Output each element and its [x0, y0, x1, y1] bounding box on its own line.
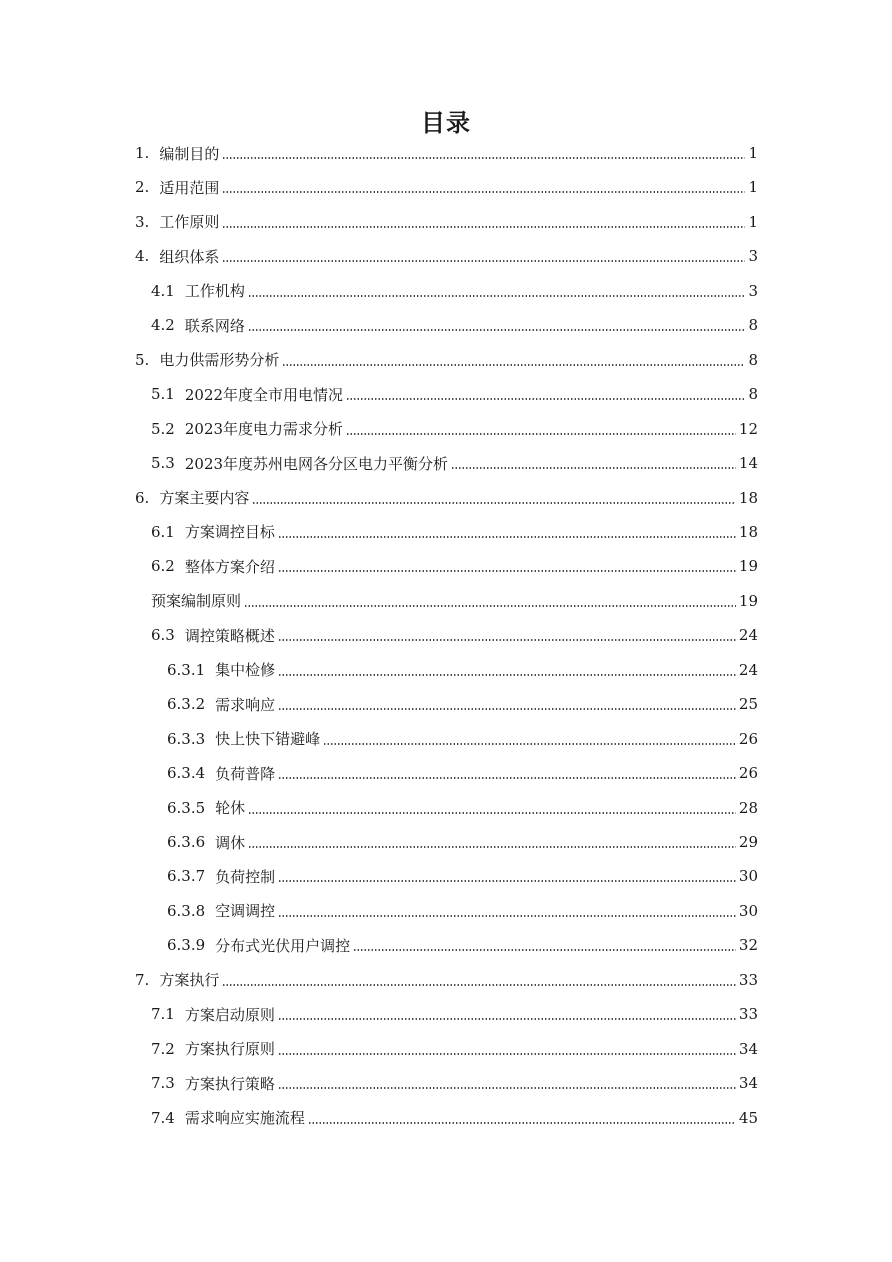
dot-leader [278, 1087, 736, 1089]
dot-leader [278, 674, 736, 676]
toc-entry-number: 6. [135, 488, 150, 507]
toc-entry-page-number: 19 [738, 591, 758, 610]
toc-entry-title: 方案启动原则 [184, 1005, 275, 1024]
toc-entry-page-number: 1 [748, 144, 758, 162]
toc-entry-page-number: 18 [738, 488, 758, 507]
toc-entry-title: 预案编制原则 [151, 592, 242, 611]
toc-entry[interactable] [135, 239, 758, 273]
toc-entry[interactable] [151, 308, 758, 342]
dot-leader [278, 1018, 736, 1020]
toc-entry[interactable] [167, 756, 758, 790]
toc-entry-page-number: 26 [738, 764, 758, 783]
toc-entry-title: 联系网络 [184, 316, 245, 335]
dot-leader [248, 812, 736, 814]
toc-entry[interactable] [167, 722, 758, 756]
toc-entry[interactable] [151, 618, 758, 652]
toc-entry-number: 6.3.2 [167, 695, 206, 714]
toc-entry[interactable] [151, 412, 758, 446]
dot-leader [278, 880, 736, 882]
dot-leader [451, 467, 736, 469]
toc-entry-number: 6.3 [151, 626, 175, 645]
toc-entry-title: 2022年度全市用电情况 [184, 385, 344, 404]
dot-leader [278, 1053, 736, 1055]
toc-entry-page-number: 34 [738, 1039, 758, 1058]
toc-entry[interactable] [135, 136, 758, 170]
toc-entry-title: 需求响应 [215, 695, 276, 714]
toc-entry-title: 方案调控目标 [184, 523, 275, 542]
toc-entry-title: 调休 [215, 833, 246, 852]
toc-entry-page-number: 33 [738, 970, 758, 989]
dot-leader [244, 605, 736, 607]
toc-entry-page-number: 3 [748, 281, 758, 300]
toc-entry-page-number: 30 [738, 901, 758, 920]
toc-entry[interactable] [167, 791, 758, 825]
toc-entry-number: 6.3.3 [167, 729, 206, 748]
dot-leader [308, 1122, 736, 1124]
toc-entry[interactable] [151, 997, 758, 1031]
toc-entry[interactable] [151, 549, 758, 583]
toc-entry-page-number: 24 [738, 660, 758, 679]
dot-leader [346, 398, 745, 400]
dot-leader [278, 777, 736, 779]
toc-entry-title: 方案主要内容 [159, 489, 250, 507]
toc-entry[interactable] [151, 446, 758, 480]
dot-leader [248, 846, 736, 848]
toc-entry-number: 4.2 [151, 316, 175, 335]
toc-entry[interactable] [135, 481, 758, 515]
dot-leader [278, 915, 736, 917]
toc-entry-title: 负荷普降 [215, 764, 276, 783]
toc-entry-number: 7.1 [151, 1005, 175, 1024]
toc-entry[interactable] [135, 343, 758, 377]
toc-entry[interactable] [151, 515, 758, 549]
toc-entry-title: 轮休 [215, 799, 246, 818]
dot-leader [278, 536, 736, 538]
toc-entry-number: 6.3.5 [167, 798, 206, 817]
dot-leader [222, 226, 745, 228]
toc-entry-page-number: 33 [738, 1005, 758, 1024]
toc-entry-title: 方案执行 [159, 971, 220, 990]
toc-entry-number: 6.2 [151, 557, 175, 576]
dot-leader [278, 708, 736, 710]
toc-entry-title: 整体方案介绍 [184, 557, 275, 576]
toc-entry-title: 调控策略概述 [184, 626, 275, 645]
toc-entry-page-number: 8 [748, 385, 758, 404]
toc-entry-title: 编制目的 [159, 144, 220, 163]
toc-entry-page-number: 30 [738, 867, 758, 886]
toc-entry-number: 6.1 [151, 522, 175, 541]
toc-entry[interactable] [167, 859, 758, 893]
toc-entry-page-number: 19 [738, 557, 758, 576]
toc-entry-title: 电力供需形势分析 [159, 351, 280, 370]
toc-entry-title: 组织体系 [159, 247, 220, 266]
toc-entry-page-number: 12 [738, 419, 758, 438]
toc-entry-number: 6.3.6 [167, 833, 206, 851]
toc-entry-title: 需求响应实施流程 [184, 1109, 305, 1128]
toc-entry-page-number: 26 [738, 729, 758, 748]
toc-entry-title: 分布式光伏用户调控 [215, 936, 351, 955]
toc-entry-title: 适用范围 [159, 178, 220, 197]
toc-entry-number: 5.2 [151, 419, 175, 438]
toc-entry-title: 2023年度电力需求分析 [184, 420, 344, 439]
dot-leader [252, 502, 736, 504]
dot-leader [282, 364, 745, 366]
toc-entry-page-number: 28 [738, 798, 758, 817]
toc-entry-title: 空调调控 [215, 902, 276, 921]
toc-entry-number: 6.3.9 [167, 936, 206, 955]
toc-entry-number: 7.2 [151, 1039, 175, 1058]
toc-entry-page-number: 24 [738, 626, 758, 645]
toc-entry-page-number: 29 [738, 833, 758, 851]
toc-entry-title: 2023年度苏州电网各分区电力平衡分析 [184, 454, 449, 473]
dot-leader [278, 570, 736, 572]
toc-entry[interactable] [151, 1032, 758, 1066]
toc-entry-number: 2. [135, 178, 150, 197]
toc-entry-page-number: 1 [748, 212, 758, 231]
dot-leader [222, 984, 736, 986]
toc-entry-number: 6.3.7 [167, 867, 206, 886]
toc-entry-number: 1. [135, 144, 150, 162]
dot-leader [278, 639, 736, 641]
dot-leader [353, 949, 736, 951]
toc-entry-number: 6.3.1 [167, 660, 206, 679]
toc-entry[interactable] [135, 205, 758, 239]
toc-entry[interactable] [151, 584, 758, 618]
toc-entry[interactable] [167, 687, 758, 721]
dot-leader [222, 191, 745, 193]
dot-leader [248, 329, 745, 331]
toc-entry-title: 方案执行策略 [184, 1074, 275, 1093]
toc-entry-number: 7.4 [151, 1108, 175, 1127]
toc-entry-page-number: 45 [738, 1108, 758, 1127]
toc-entry-title: 方案执行原则 [184, 1040, 275, 1059]
toc-entry-number: 3. [135, 212, 150, 231]
toc-entry-page-number: 18 [738, 522, 758, 541]
dot-leader [248, 295, 745, 297]
toc-entry[interactable] [167, 653, 758, 687]
toc-entry-number: 6.3.8 [167, 901, 206, 920]
toc-entry-page-number: 8 [748, 316, 758, 335]
dot-leader [222, 260, 745, 262]
toc-entry-title: 工作原则 [159, 213, 220, 232]
toc-entry-title: 负荷控制 [215, 867, 276, 886]
toc-entry-number: 5. [135, 350, 150, 369]
toc-entry-page-number: 3 [748, 247, 758, 266]
toc-entry-title: 集中检修 [215, 661, 276, 680]
toc-entry[interactable] [151, 1066, 758, 1100]
toc-entry-number: 6.3.4 [167, 764, 206, 783]
toc-entry[interactable] [135, 170, 758, 204]
toc-entry[interactable] [167, 825, 758, 859]
toc-entry-title: 快上快下错避峰 [215, 730, 321, 749]
toc-entry[interactable] [151, 1101, 758, 1135]
dot-leader [323, 743, 736, 745]
toc-entry-number: 5.1 [151, 385, 175, 404]
toc-entry-number: 7. [135, 970, 150, 989]
dot-leader [346, 433, 736, 435]
toc-entry[interactable] [151, 377, 758, 411]
toc-entry[interactable] [151, 274, 758, 308]
toc-entry-number: 4. [135, 247, 150, 266]
toc-entry-page-number: 8 [748, 350, 758, 369]
toc-entry-number: 7.3 [151, 1074, 175, 1093]
dot-leader [222, 157, 745, 159]
toc-entry-number: 5.3 [151, 454, 175, 473]
toc-title: 目录 [421, 109, 471, 137]
toc-entry-page-number: 14 [738, 454, 758, 473]
toc-entry-title: 工作机构 [184, 282, 245, 301]
toc-entry-page-number: 1 [748, 178, 758, 197]
toc-entry[interactable] [167, 894, 758, 928]
toc-entry[interactable] [167, 928, 758, 962]
toc-entry-page-number: 34 [738, 1074, 758, 1093]
toc-entry-page-number: 32 [738, 936, 758, 955]
toc-entry-page-number: 25 [738, 695, 758, 714]
toc-entry[interactable] [135, 963, 758, 997]
toc-entry-number: 4.1 [151, 281, 175, 300]
